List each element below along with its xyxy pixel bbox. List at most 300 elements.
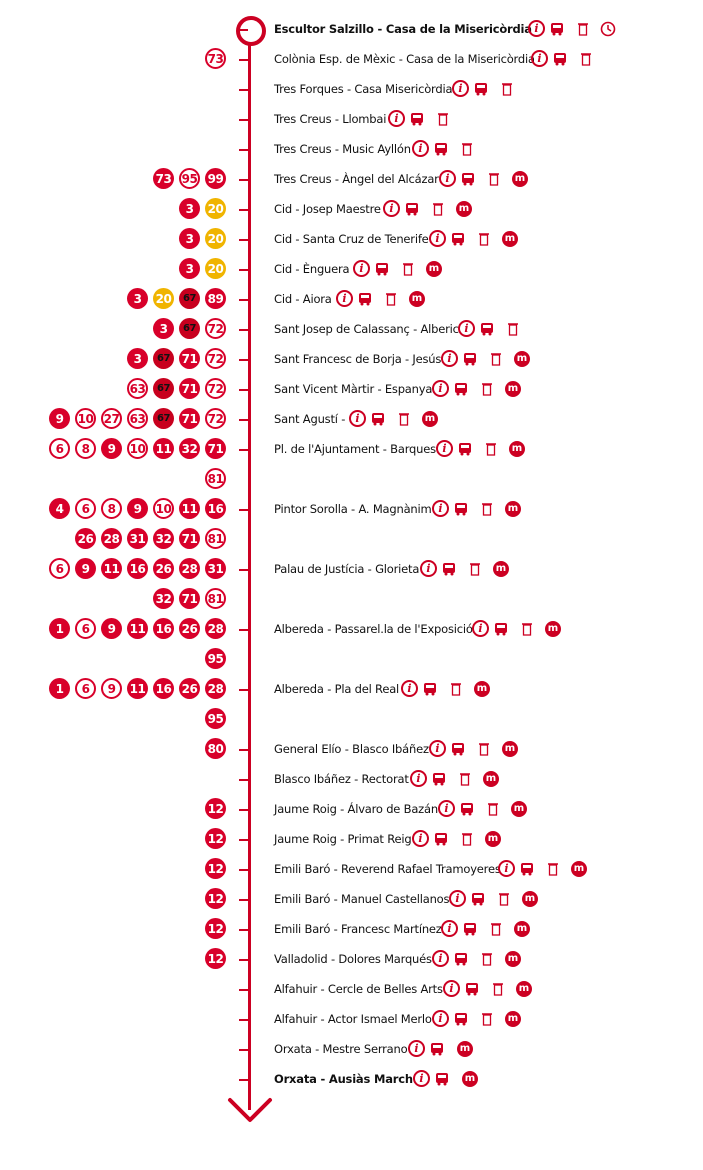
- metro-icon[interactable]: m: [502, 741, 518, 757]
- bus-line-badge[interactable]: 11: [179, 498, 200, 519]
- stop-name[interactable]: Emili Baró - Manuel Castellanos: [274, 892, 450, 906]
- bus-line-badge[interactable]: 3: [179, 258, 200, 279]
- bus-line-badge[interactable]: 67: [153, 348, 174, 369]
- bus-line-badge[interactable]: 28: [205, 678, 226, 699]
- metro-icon[interactable]: m: [522, 891, 538, 907]
- stop-name[interactable]: Orxata - Ausiàs March: [274, 1072, 413, 1086]
- waste-bin-icon: [479, 232, 489, 246]
- clock-icon[interactable]: [600, 21, 616, 37]
- bus-line-badge[interactable]: 6: [49, 438, 70, 459]
- stop-name[interactable]: Pintor Sorolla - A. Magnànim: [274, 502, 432, 516]
- bus-line-badge[interactable]: 20: [205, 228, 226, 249]
- bus-stop-icon: [471, 892, 485, 906]
- stop-services: [410, 770, 499, 787]
- info-icon[interactable]: i: [420, 560, 437, 577]
- stop-services: [452, 80, 512, 97]
- bus-line-badge[interactable]: 6: [75, 678, 96, 699]
- stop-name[interactable]: Tres Forques - Casa Misericòrdia: [274, 82, 453, 96]
- bus-line-badge[interactable]: 32: [179, 438, 200, 459]
- bus-line-badge[interactable]: 1: [49, 618, 70, 639]
- info-icon[interactable]: i: [432, 1010, 449, 1027]
- stop-name[interactable]: Colònia Esp. de Mèxic - Casa de la Misericòrdia: [274, 52, 535, 66]
- info-icon[interactable]: i: [408, 1040, 425, 1057]
- bus-stop-icon: [520, 862, 534, 876]
- stop-tick: [239, 59, 248, 61]
- stop-name[interactable]: Valladolid - Dolores Marqués: [274, 952, 432, 966]
- stop-row[interactable]: [0, 1035, 703, 1065]
- bus-line-badge[interactable]: 80: [205, 738, 226, 759]
- bus-line-badge[interactable]: 26: [153, 558, 174, 579]
- stop-tick: [239, 449, 248, 451]
- bus-stop-icon: [451, 232, 465, 246]
- bus-line-badge[interactable]: 73: [153, 168, 174, 189]
- bus-line-badge[interactable]: 28: [179, 558, 200, 579]
- metro-icon[interactable]: m: [505, 1011, 521, 1027]
- bus-line-badge[interactable]: 1: [49, 678, 70, 699]
- stop-services: [432, 380, 521, 397]
- stop-tick: [239, 1079, 248, 1081]
- bus-line-badge[interactable]: 71: [179, 588, 200, 609]
- bus-stop-icon: [405, 202, 419, 216]
- stop-tick: [239, 1049, 248, 1051]
- bus-stop-icon: [454, 952, 468, 966]
- stop-name[interactable]: Palau de Justícia - Glorieta: [274, 562, 420, 576]
- bus-stop-icon: [442, 562, 456, 576]
- stop-row[interactable]: [0, 1065, 703, 1095]
- stop-tick: [239, 959, 248, 961]
- metro-icon[interactable]: m: [493, 561, 509, 577]
- bus-stop-icon: [461, 172, 475, 186]
- bus-line-badge[interactable]: 3: [127, 348, 148, 369]
- stop-services: [443, 980, 532, 997]
- stop-services: [413, 1070, 478, 1087]
- info-icon[interactable]: i: [439, 170, 456, 187]
- waste-bin-icon: [489, 172, 499, 186]
- info-icon[interactable]: i: [432, 500, 449, 517]
- bus-line-badge[interactable]: 3: [179, 198, 200, 219]
- stop-tick: [239, 359, 248, 361]
- waste-bin-icon: [403, 262, 413, 276]
- waste-bin-icon: [508, 322, 518, 336]
- bus-line-badge[interactable]: 12: [205, 918, 226, 939]
- metro-icon[interactable]: m: [457, 1041, 473, 1057]
- stop-services: [412, 830, 501, 847]
- waste-bin-icon: [491, 352, 501, 366]
- bus-line-badge[interactable]: 8: [101, 498, 122, 519]
- stop-services: [432, 1010, 521, 1027]
- stop-row[interactable]: [0, 885, 703, 915]
- metro-icon[interactable]: m: [462, 1071, 478, 1087]
- bus-stop-icon: [463, 352, 477, 366]
- metro-icon[interactable]: m: [426, 261, 442, 277]
- bus-line-badge[interactable]: 16: [153, 678, 174, 699]
- bus-line-badge[interactable]: 32: [153, 528, 174, 549]
- stop-tick: [239, 89, 248, 91]
- metro-icon[interactable]: m: [422, 411, 438, 427]
- info-icon[interactable]: i: [436, 440, 453, 457]
- waste-bin-icon: [522, 622, 532, 636]
- info-icon[interactable]: i: [498, 860, 515, 877]
- bus-stop-icon: [454, 382, 468, 396]
- stop-name[interactable]: Albereda - Pla del Real: [274, 682, 400, 696]
- info-icon[interactable]: i: [413, 1070, 430, 1087]
- bus-line-badge[interactable]: 28: [101, 528, 122, 549]
- bus-line-badge[interactable]: 9: [101, 618, 122, 639]
- bus-line-badge[interactable]: 11: [101, 558, 122, 579]
- info-icon[interactable]: i: [452, 80, 469, 97]
- info-icon[interactable]: i: [458, 320, 475, 337]
- line-continuation-row: [0, 705, 703, 735]
- metro-icon[interactable]: m: [505, 381, 521, 397]
- stop-name[interactable]: Emili Baró - Francesc Martínez: [274, 922, 442, 936]
- bus-line-badge[interactable]: 31: [127, 528, 148, 549]
- bus-stop-icon: [430, 1042, 444, 1056]
- waste-bin-icon: [433, 202, 443, 216]
- stop-name[interactable]: Sant Vicent Màrtir - Espanya: [274, 382, 433, 396]
- bus-line-badge[interactable]: 31: [205, 558, 226, 579]
- stop-name[interactable]: Cid - Aiora: [274, 292, 332, 306]
- stop-services: [388, 110, 448, 127]
- stop-row[interactable]: [0, 735, 703, 765]
- waste-bin-icon: [548, 862, 558, 876]
- waste-bin-icon: [399, 412, 409, 426]
- bus-line-badge[interactable]: 16: [127, 558, 148, 579]
- stop-row[interactable]: [0, 165, 703, 195]
- stop-row[interactable]: [0, 75, 703, 105]
- stop-name[interactable]: Orxata - Mestre Serrano: [274, 1042, 408, 1056]
- bus-lines: [49, 618, 226, 639]
- bus-line-badge[interactable]: 95: [205, 648, 226, 669]
- metro-icon[interactable]: m: [571, 861, 587, 877]
- stop-services: [383, 200, 472, 217]
- bus-line-badge[interactable]: 3: [179, 228, 200, 249]
- stop-name[interactable]: Tres Creus - Àngel del Alcázar: [274, 172, 439, 186]
- metro-icon[interactable]: m: [409, 291, 425, 307]
- stop-row[interactable]: [0, 285, 703, 315]
- bus-line-badge[interactable]: 63: [127, 378, 148, 399]
- stop-row[interactable]: [0, 135, 703, 165]
- stop-row[interactable]: [0, 795, 703, 825]
- waste-bin-icon: [502, 82, 512, 96]
- bus-line-badge[interactable]: 6: [75, 618, 96, 639]
- bus-lines: [49, 498, 226, 519]
- bus-stop-icon: [480, 322, 494, 336]
- stop-services: [436, 440, 525, 457]
- bus-lines: [49, 558, 226, 579]
- info-icon[interactable]: i: [383, 200, 400, 217]
- stop-tick: [239, 839, 248, 841]
- stop-row[interactable]: [0, 255, 703, 285]
- stop-row[interactable]: [0, 675, 703, 705]
- stop-services: [458, 320, 518, 337]
- info-icon[interactable]: i: [412, 140, 429, 157]
- bus-stop-icon: [465, 982, 479, 996]
- info-icon[interactable]: i: [432, 950, 449, 967]
- waste-bin-icon: [581, 52, 591, 66]
- metro-icon[interactable]: m: [474, 681, 490, 697]
- info-icon[interactable]: i: [441, 350, 458, 367]
- info-icon[interactable]: i: [401, 680, 418, 697]
- bus-line-badge[interactable]: 81: [205, 588, 226, 609]
- bus-line-badge[interactable]: 12: [205, 828, 226, 849]
- metro-icon[interactable]: m: [516, 981, 532, 997]
- stop-name[interactable]: Cid - Ènguera: [274, 262, 350, 276]
- bus-line-badge[interactable]: 67: [153, 408, 174, 429]
- bus-lines: [205, 828, 226, 849]
- stop-tick: [239, 749, 248, 751]
- bus-line-badge[interactable]: 99: [205, 168, 226, 189]
- stop-name[interactable]: Alfahuir - Cercle de Belles Arts: [274, 982, 443, 996]
- bus-line-badge[interactable]: 12: [205, 858, 226, 879]
- stop-name[interactable]: Emili Baró - Reverend Rafael Tramoyeres: [274, 862, 501, 876]
- info-icon[interactable]: i: [412, 830, 429, 847]
- bus-line-badge[interactable]: 6: [49, 558, 70, 579]
- bus-line-badge[interactable]: 32: [153, 588, 174, 609]
- bus-line-badge[interactable]: 71: [179, 348, 200, 369]
- bus-line-badge[interactable]: 67: [179, 288, 200, 309]
- stop-services: [432, 950, 521, 967]
- stop-name[interactable]: General Elío - Blasco Ibáñez: [274, 742, 429, 756]
- stop-tick: [239, 29, 248, 31]
- bus-stop-icon: [458, 442, 472, 456]
- info-icon[interactable]: i: [429, 230, 446, 247]
- bus-line-badge[interactable]: 67: [179, 318, 200, 339]
- waste-bin-icon: [438, 112, 448, 126]
- bus-line-badge[interactable]: 9: [49, 408, 70, 429]
- bus-line-badge[interactable]: 9: [127, 498, 148, 519]
- stop-tick: [239, 629, 248, 631]
- waste-bin-icon: [470, 562, 480, 576]
- bus-stop-icon: [460, 802, 474, 816]
- bus-line-badge[interactable]: 3: [153, 318, 174, 339]
- bus-line-badge[interactable]: 16: [205, 498, 226, 519]
- bus-line-badge[interactable]: 27: [101, 408, 122, 429]
- bus-line-badge[interactable]: 73: [205, 48, 226, 69]
- bus-lines: [179, 198, 226, 219]
- stop-name[interactable]: Jaume Roig - Primat Reig: [274, 832, 412, 846]
- info-icon[interactable]: i: [449, 890, 466, 907]
- info-icon[interactable]: i: [429, 740, 446, 757]
- stop-row[interactable]: [0, 915, 703, 945]
- bus-line-badge[interactable]: 9: [101, 678, 122, 699]
- bus-stop-icon: [410, 112, 424, 126]
- bus-lines: [179, 258, 226, 279]
- info-icon[interactable]: i: [528, 20, 545, 37]
- info-icon[interactable]: i: [443, 980, 460, 997]
- metro-icon[interactable]: m: [505, 951, 521, 967]
- bus-line-badge[interactable]: 72: [205, 318, 226, 339]
- bus-line-badge[interactable]: 81: [205, 468, 226, 489]
- stop-name[interactable]: Jaume Roig - Álvaro de Bazán: [274, 802, 438, 816]
- stop-services: [439, 170, 528, 187]
- stop-row[interactable]: [0, 15, 703, 45]
- stop-tick: [239, 209, 248, 211]
- stop-services: [472, 620, 561, 637]
- metro-icon[interactable]: m: [505, 501, 521, 517]
- info-icon[interactable]: i: [441, 920, 458, 937]
- stop-row[interactable]: [0, 615, 703, 645]
- bus-stop-icon: [553, 52, 567, 66]
- bus-line-badge[interactable]: 95: [205, 708, 226, 729]
- stop-row[interactable]: [0, 975, 703, 1005]
- bus-line-badge[interactable]: 9: [101, 438, 122, 459]
- bus-lines: [205, 888, 226, 909]
- bus-line-badge[interactable]: 95: [179, 168, 200, 189]
- waste-bin-icon: [486, 442, 496, 456]
- info-icon[interactable]: i: [388, 110, 405, 127]
- metro-icon[interactable]: m: [485, 831, 501, 847]
- bus-lines: [205, 48, 226, 69]
- bus-lines: [205, 468, 226, 489]
- stop-row[interactable]: [0, 1005, 703, 1035]
- stop-services: [441, 350, 530, 367]
- stop-tick: [239, 929, 248, 931]
- stop-tick: [239, 299, 248, 301]
- info-icon[interactable]: i: [438, 800, 455, 817]
- stop-tick: [239, 869, 248, 871]
- info-icon[interactable]: i: [472, 620, 489, 637]
- stop-name[interactable]: Alfahuir - Actor Ismael Merlo: [274, 1012, 432, 1026]
- bus-line-badge[interactable]: 72: [205, 348, 226, 369]
- metro-icon[interactable]: m: [511, 801, 527, 817]
- stop-services: [498, 860, 587, 877]
- bus-line-badge[interactable]: 26: [179, 618, 200, 639]
- waste-bin-icon: [451, 682, 461, 696]
- stop-name[interactable]: Cid - Santa Cruz de Tenerife: [274, 232, 429, 246]
- info-icon[interactable]: i: [410, 770, 427, 787]
- metro-icon[interactable]: m: [514, 351, 530, 367]
- stop-name[interactable]: Tres Creus - Music Ayllón: [274, 142, 411, 156]
- metro-icon[interactable]: m: [514, 921, 530, 937]
- stop-tick: [239, 239, 248, 241]
- stop-name[interactable]: Tres Creus - Llombai: [274, 112, 387, 126]
- bus-line-badge[interactable]: 16: [153, 618, 174, 639]
- bus-stop-icon: [371, 412, 385, 426]
- stop-name[interactable]: Sant Josep de Calassanç - Alberic: [274, 322, 459, 336]
- stop-name[interactable]: Escultor Salzillo - Casa de la Misericòrdia: [274, 22, 532, 36]
- bus-lines: [49, 438, 226, 459]
- info-icon[interactable]: i: [432, 380, 449, 397]
- stop-name[interactable]: Blasco Ibáñez - Rectorat: [274, 772, 409, 786]
- stop-name[interactable]: Sant Francesc de Borja - Jesús: [274, 352, 442, 366]
- bus-line-badge[interactable]: 63: [127, 408, 148, 429]
- bus-lines: [127, 288, 226, 309]
- bus-line-badge[interactable]: 11: [127, 678, 148, 699]
- stop-row[interactable]: [0, 225, 703, 255]
- stop-tick: [239, 809, 248, 811]
- bus-line-badge[interactable]: 11: [153, 438, 174, 459]
- stop-name[interactable]: Albereda - Passarel.la de l'Exposició: [274, 622, 473, 636]
- bus-line-badge[interactable]: 71: [179, 378, 200, 399]
- bus-line-badge[interactable]: 71: [179, 408, 200, 429]
- stop-services: [438, 800, 527, 817]
- metro-icon[interactable]: m: [509, 441, 525, 457]
- stop-row[interactable]: [0, 945, 703, 975]
- stop-services: [349, 410, 438, 427]
- bus-lines: [179, 228, 226, 249]
- bus-line-badge[interactable]: 26: [179, 678, 200, 699]
- bus-line-badge[interactable]: 10: [127, 438, 148, 459]
- stop-tick: [239, 569, 248, 571]
- stop-row[interactable]: [0, 195, 703, 225]
- bus-line-badge[interactable]: 71: [205, 438, 226, 459]
- bus-line-badge[interactable]: 11: [127, 618, 148, 639]
- bus-line-badge[interactable]: 10: [75, 408, 96, 429]
- bus-line-badge[interactable]: 89: [205, 288, 226, 309]
- stop-row[interactable]: [0, 495, 703, 525]
- bus-stop-icon: [454, 502, 468, 516]
- bus-line-badge[interactable]: 10: [153, 498, 174, 519]
- bus-line-badge[interactable]: 28: [205, 618, 226, 639]
- stop-row[interactable]: [0, 435, 703, 465]
- stop-row[interactable]: [0, 345, 703, 375]
- metro-icon[interactable]: m: [545, 621, 561, 637]
- bus-lines: [127, 348, 226, 369]
- bus-lines: [49, 678, 226, 699]
- bus-line-badge[interactable]: 12: [205, 888, 226, 909]
- bus-line-badge[interactable]: 81: [205, 528, 226, 549]
- bus-line-badge[interactable]: 12: [205, 798, 226, 819]
- bus-line-badge[interactable]: 71: [179, 528, 200, 549]
- bus-line-badge[interactable]: 8: [75, 438, 96, 459]
- metro-icon[interactable]: m: [483, 771, 499, 787]
- bus-line-badge[interactable]: 26: [75, 528, 96, 549]
- stop-name[interactable]: Cid - Josep Maestre: [274, 202, 381, 216]
- bus-stop-icon: [550, 22, 564, 36]
- info-icon[interactable]: i: [336, 290, 353, 307]
- metro-icon[interactable]: m: [512, 171, 528, 187]
- waste-bin-icon: [386, 292, 396, 306]
- info-icon[interactable]: i: [353, 260, 370, 277]
- bus-line-badge[interactable]: 67: [153, 378, 174, 399]
- stop-tick: [239, 509, 248, 511]
- bus-line-badge[interactable]: 6: [75, 498, 96, 519]
- metro-icon[interactable]: m: [456, 201, 472, 217]
- bus-line-badge[interactable]: 9: [75, 558, 96, 579]
- info-icon[interactable]: i: [531, 50, 548, 67]
- bus-line-badge[interactable]: 20: [205, 258, 226, 279]
- stop-row[interactable]: [0, 375, 703, 405]
- stop-name[interactable]: Sant Agustí -: [274, 412, 346, 426]
- bus-stop-icon: [463, 922, 477, 936]
- bus-line-badge[interactable]: 72: [205, 378, 226, 399]
- bus-line-badge[interactable]: 4: [49, 498, 70, 519]
- stop-tick: [239, 389, 248, 391]
- stop-row[interactable]: [0, 105, 703, 135]
- stop-row[interactable]: [0, 315, 703, 345]
- stop-name[interactable]: Pl. de l'Ajuntament - Barques: [274, 442, 436, 456]
- stop-row[interactable]: [0, 45, 703, 75]
- stop-row[interactable]: [0, 855, 703, 885]
- bus-line-badge[interactable]: 20: [153, 288, 174, 309]
- bus-lines: [153, 318, 226, 339]
- bus-line-badge[interactable]: 20: [205, 198, 226, 219]
- bus-line-badge[interactable]: 72: [205, 408, 226, 429]
- metro-icon[interactable]: m: [502, 231, 518, 247]
- stop-row[interactable]: [0, 405, 703, 435]
- stop-services: [432, 500, 521, 517]
- bus-line-badge[interactable]: 3: [127, 288, 148, 309]
- stop-row[interactable]: [0, 765, 703, 795]
- stop-services: [336, 290, 425, 307]
- bus-lines: [205, 708, 226, 729]
- stop-row[interactable]: [0, 825, 703, 855]
- stop-services: [528, 20, 616, 37]
- stop-row[interactable]: [0, 555, 703, 585]
- bus-line-badge[interactable]: 12: [205, 948, 226, 969]
- info-icon[interactable]: i: [349, 410, 366, 427]
- waste-bin-icon: [460, 772, 470, 786]
